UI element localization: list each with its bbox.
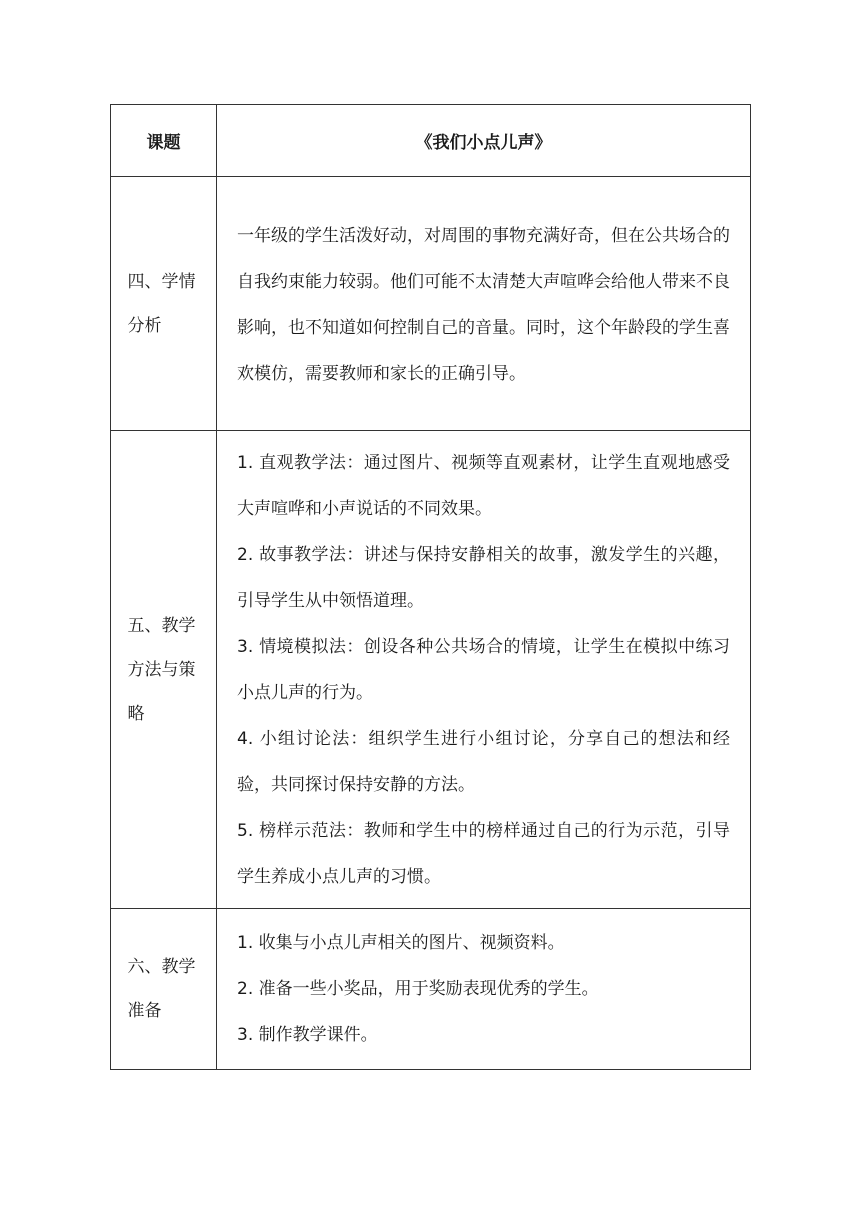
list-item: 2. 准备一些小奖品，用于奖励表现优秀的学生。: [237, 979, 599, 999]
student-analysis-row: [111, 177, 751, 431]
header-label: 课题: [111, 105, 217, 177]
list-item: 4. 小组讨论法：组织学生进行小组讨论，分享自己的想法和经验，共同探讨保持安静的方法。: [237, 728, 730, 795]
analysis-paragraph: 一年级的学生活泼好动，对周围的事物充满好奇，但在公共场合的自我约束能力较弱。他们可能不太清楚大声喧哗会给他人带来不良影响，也不知道如何控制自己的音量。同时，这个年龄段的学生喜欢模仿，需要教师和家长的正确引导。: [237, 225, 730, 384]
section-label-text: 六、教学准备: [127, 957, 196, 1021]
lesson-title: 《我们小点儿声》: [217, 105, 751, 177]
list-item: 3. 制作教学课件。: [237, 1025, 378, 1045]
header-row: [111, 105, 751, 177]
section-label-methods: [111, 431, 217, 909]
list-item: 3. 情境模拟法：创设各种公共场合的情境，让学生在模拟中练习小点儿声的行为。: [237, 636, 730, 703]
list-item: 2. 故事教学法：讲述与保持安静相关的故事，激发学生的兴趣，引导学生从中领悟道理。: [237, 544, 730, 611]
teaching-preparation-row: [111, 909, 751, 1070]
list-item: 1. 收集与小点儿声相关的图片、视频资料。: [237, 933, 565, 953]
lesson-plan-table: [110, 104, 751, 1070]
section-label-preparation: [111, 909, 217, 1070]
section-label-analysis: [111, 177, 217, 431]
list-item: 5. 榜样示范法：教师和学生中的榜样通过自己的行为示范，引导学生养成小点儿声的习惯。: [237, 820, 730, 887]
section-label-text: 五、教学方法与策略: [127, 615, 196, 724]
section-label-text: 四、学情分析: [127, 271, 196, 336]
student-analysis-content: [217, 177, 751, 431]
teaching-methods-content: [217, 431, 751, 909]
teaching-preparation-content: [217, 909, 751, 1070]
teaching-methods-row: [111, 431, 751, 909]
list-item: 1. 直观教学法：通过图片、视频等直观素材，让学生直观地感受大声喧哗和小声说话的不同效果。: [237, 452, 730, 519]
